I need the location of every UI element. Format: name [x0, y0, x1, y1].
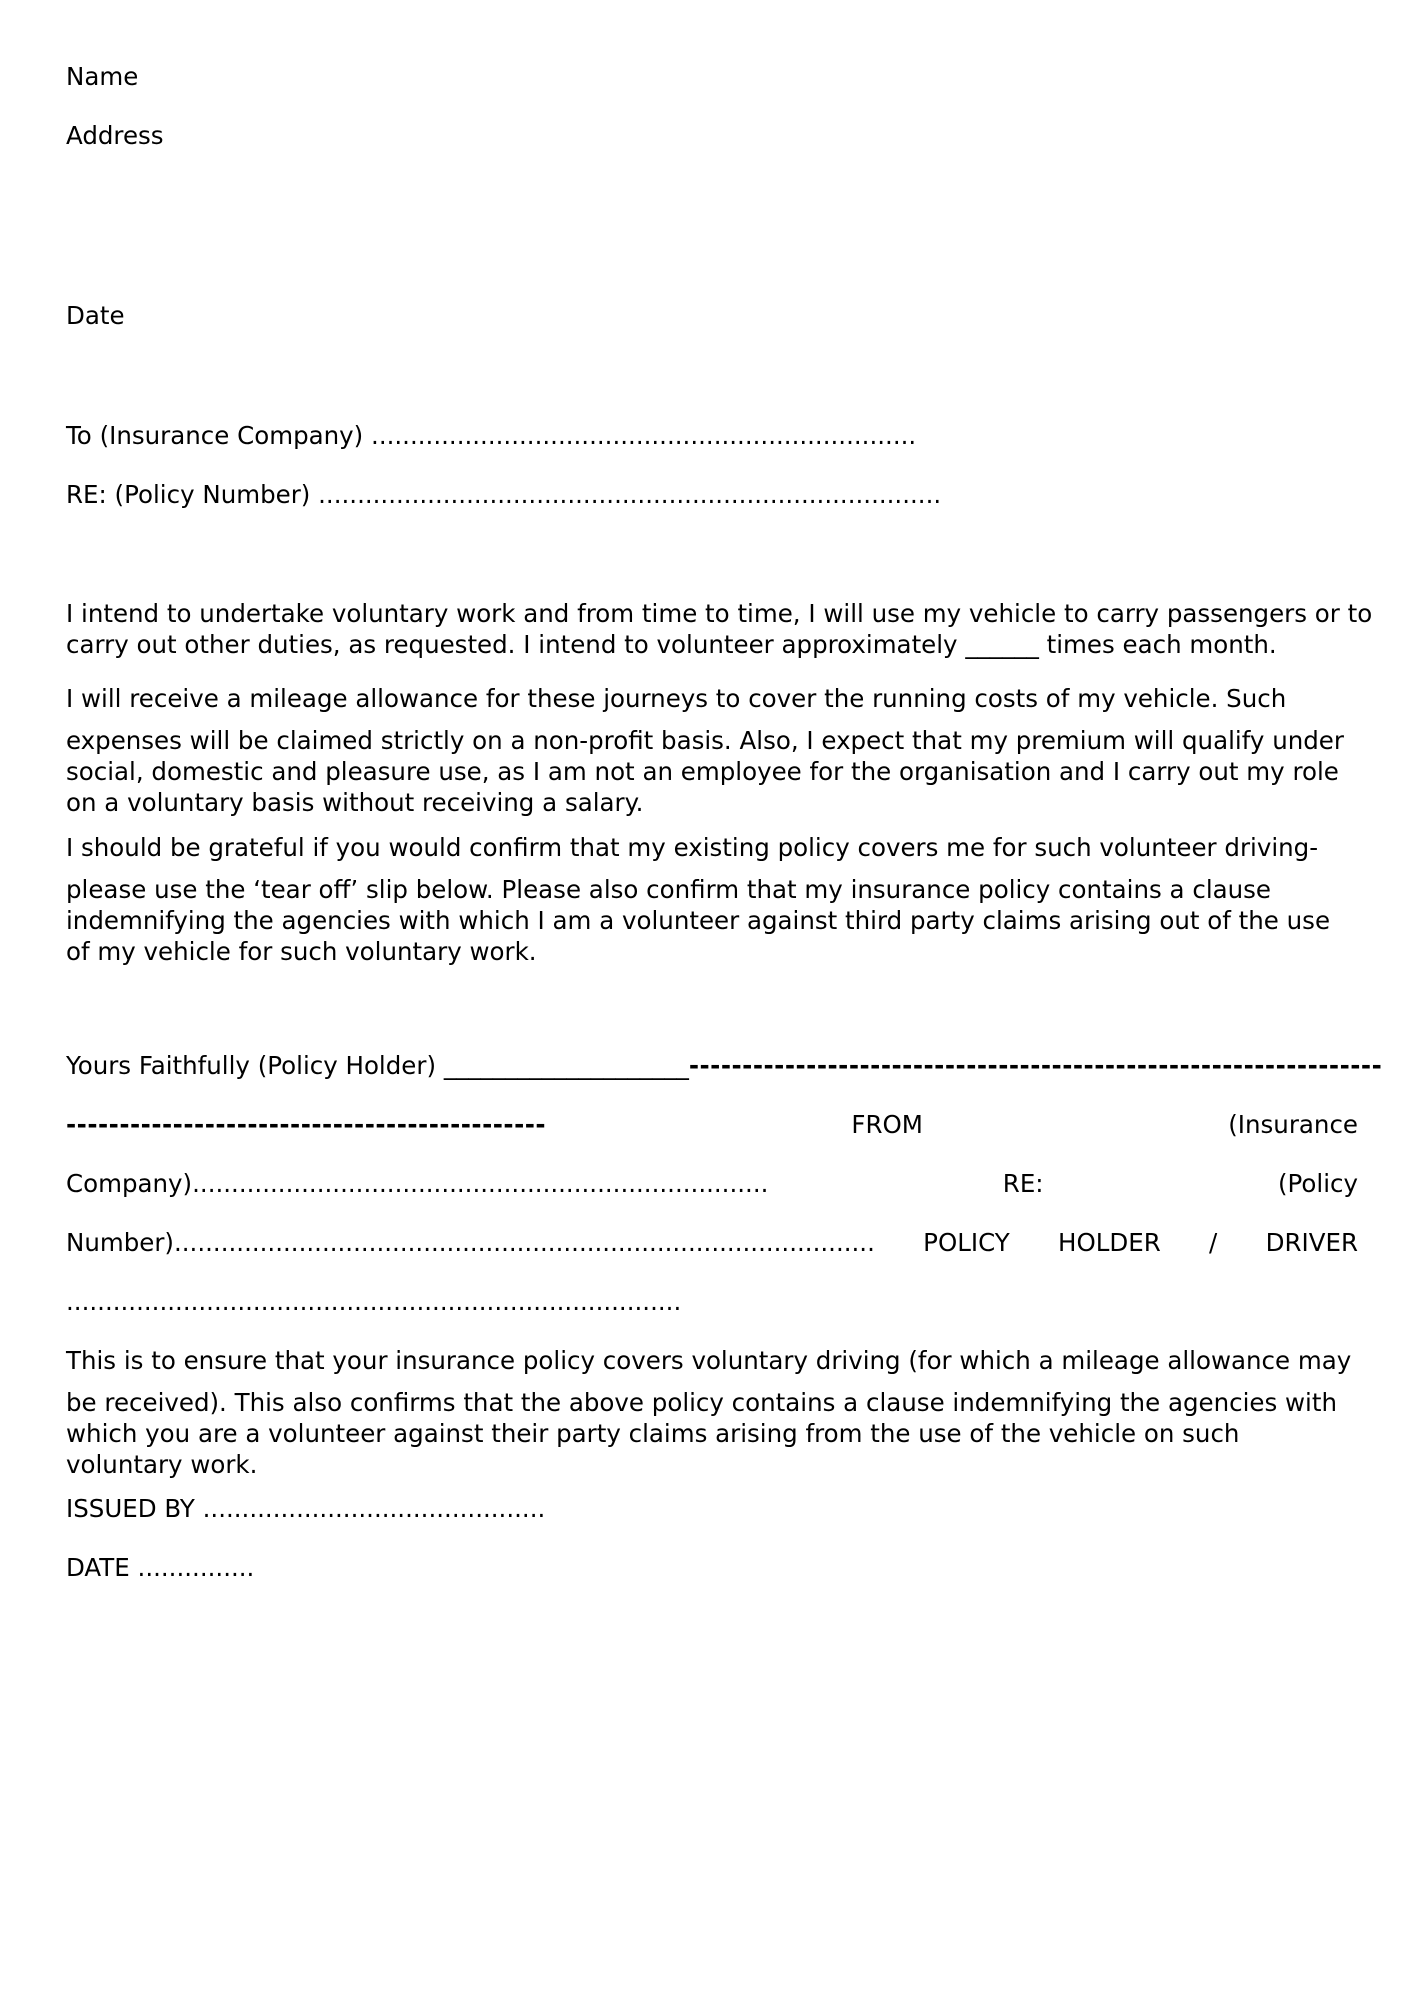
slip-company-row: [66, 1168, 1358, 1199]
slip-policy-word: POLICY: [923, 1228, 1010, 1257]
slip-company-field: Company)..........................................................................: [66, 1169, 769, 1198]
paragraph-text: be received). This also confirms that the above policy contains a clause indemnifying the agencies with which you are a volunteer against their party claims arising from the use of the vehicle on such voluntary work.: [66, 1388, 1337, 1479]
sender-address: Address: [66, 121, 164, 150]
paragraph-line: I should be grateful if you would confirm that my existing policy covers me for such volunteer driving-: [66, 833, 1319, 862]
paragraph-line: I intend to undertake voluntary work and from time to time, I will use my vehicle to carry passengers or to: [66, 599, 1373, 628]
slip-from-row: [66, 1109, 1358, 1140]
paragraph-line: carry out other duties, as requested. I intend to volunteer approximately ______ times each month.: [66, 630, 1277, 659]
re-policy-number: RE: (Policy Number) ................................................................................: [66, 480, 942, 509]
paragraph-text: expenses will be claimed strictly on a non-profit basis. Also, I expect that my premium will qualify under social, domestic and pleasure use, as I am not an employee for the organisation and I carry out my role on a voluntary basis without receiving a salary.: [66, 726, 1344, 817]
slip-from-label: FROM: [851, 1110, 923, 1139]
slip-slash: /: [1209, 1228, 1218, 1257]
paragraph-slip-confirmation: [66, 1345, 1356, 1480]
slip-re-label: RE:: [1002, 1169, 1044, 1198]
paragraph-voluntary-work: [66, 598, 1373, 660]
slip-number-row: [66, 1227, 1358, 1258]
signature-blank: ____________________: [443, 1051, 689, 1080]
tear-off-line: ---------------------------------------------: [66, 1110, 547, 1139]
sender-name: Name: [66, 62, 139, 91]
signoff-label: Yours Faithfully (Policy Holder): [66, 1051, 437, 1080]
paragraph-line: I will receive a mileage allowance for these journeys to cover the running costs of my vehicle. Such: [66, 684, 1287, 713]
slip-holder-word: HOLDER: [1058, 1228, 1161, 1257]
issued-by-field: ISSUED BY ............................................: [66, 1494, 546, 1523]
paragraph-text: please use the ‘tear off’ slip below. Please also confirm that my insurance policy contains a clause indemnifying the agencies with which I am a volunteer against third party claims arising out of the use of my vehicle for such voluntary work.: [66, 875, 1331, 966]
paragraph-confirm-request: [66, 832, 1356, 967]
slip-number-field: Number)..........................................................................................: [66, 1228, 875, 1257]
slip-insurance-label: (Insurance: [1228, 1110, 1358, 1139]
signoff-row: [66, 1050, 1383, 1081]
letter-date: Date: [66, 301, 125, 330]
slip-driver-word: DRIVER: [1265, 1228, 1358, 1257]
tear-off-line: -----------------------------------------------------------------: [688, 1051, 1383, 1080]
paragraph-line: This is to ensure that your insurance policy covers voluntary driving (for which a mileage allowance may: [66, 1346, 1352, 1375]
slip-date-field: DATE ...............: [66, 1553, 255, 1582]
slip-holder-blank: ...............................................................................: [66, 1287, 682, 1316]
slip-policy-label: (Policy: [1277, 1169, 1358, 1198]
paragraph-mileage-allowance: [66, 683, 1356, 818]
signoff-label-group: [66, 1050, 689, 1081]
to-insurance-company: To (Insurance Company) ......................................................................: [66, 421, 917, 450]
